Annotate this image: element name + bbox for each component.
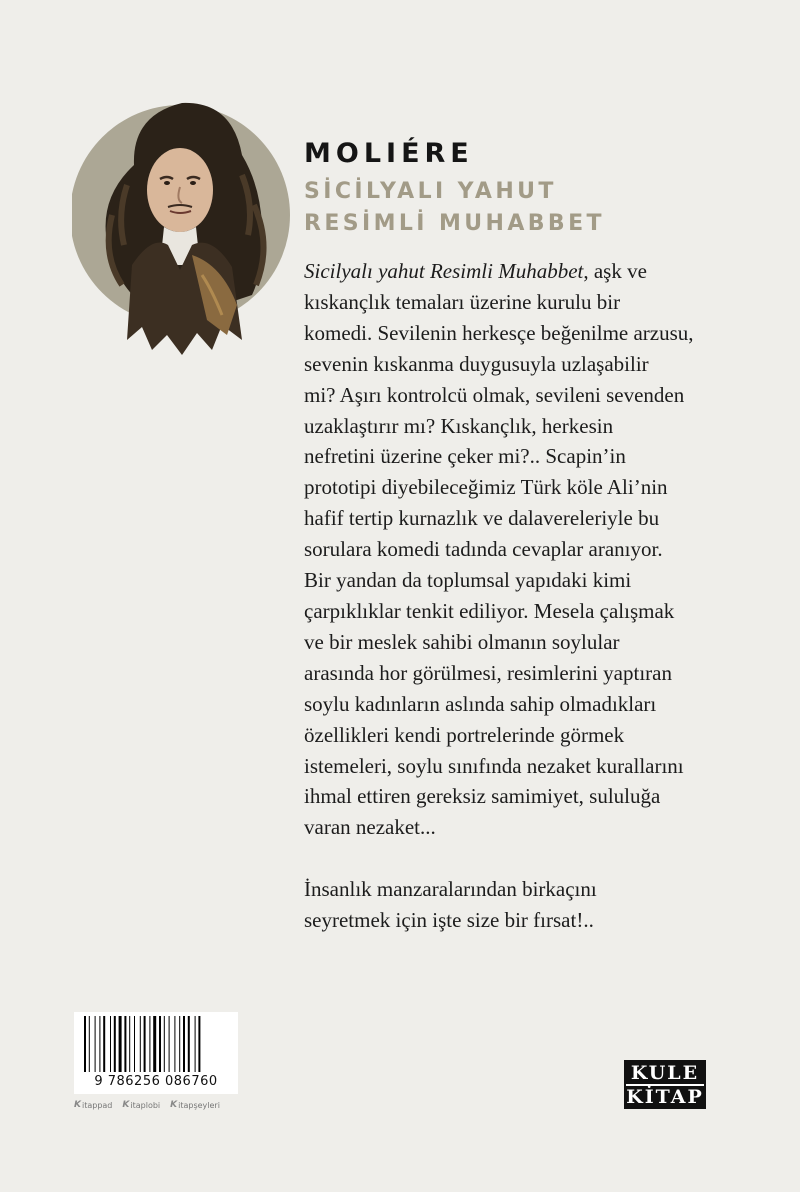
author-name: MOLIÉRE bbox=[304, 138, 474, 169]
blurb-line: varan nezaket... bbox=[304, 815, 436, 840]
isbn-number: 9 786256 086760 bbox=[94, 1074, 218, 1089]
blurb-line: ve bir meslek sahibi olmanın soylular bbox=[304, 629, 620, 654]
blurb-line: sevenin kıskanma duygusuyla uzlaşabilir bbox=[304, 351, 649, 376]
barcode-bars bbox=[74, 1012, 238, 1074]
book-title-line-2: RESİMLİ MUHABBET bbox=[304, 211, 605, 236]
isbn-barcode bbox=[74, 1012, 238, 1094]
store-logo-name: itappad bbox=[81, 1100, 113, 1110]
blurb-line: özellikleri kendi portrelerinde görmek bbox=[304, 722, 625, 747]
store-logo-kitaplobi bbox=[122, 1097, 160, 1113]
blurb-book-title-italic: Sicilyalı yahut Resimli Muhabbet bbox=[304, 259, 584, 283]
blurb-line: uzaklaştırır mı? Kıskançlık, herkesin bbox=[304, 413, 614, 438]
blurb-line: prototipi diyebileceğimiz Türk köle Ali’nin bbox=[304, 475, 668, 500]
blurb-line bbox=[304, 256, 774, 287]
blurb-line: çarpıklıklar tenkit ediliyor. Mesela çalışmak bbox=[304, 598, 675, 623]
paragraph-gap bbox=[304, 843, 774, 874]
store-logo-name: itapşeyleri bbox=[178, 1100, 220, 1110]
publisher-logo bbox=[624, 1060, 706, 1109]
blurb-line: kıskançlık temaları üzerine kurulu bir bbox=[304, 289, 621, 314]
blurb-closing-line: İnsanlık manzaralarından birkaçını bbox=[304, 877, 597, 902]
blurb-line: arasında hor görülmesi, resimlerini yaptıran bbox=[304, 660, 672, 685]
blurb-line: sorulara komedi tadında cevaplar aranıyor. bbox=[304, 537, 663, 562]
blurb-line: mi? Aşırı kontrolcü olmak, sevileni sevenden bbox=[304, 382, 685, 407]
blurb-line: hafif tertip kurnazlık ve dalavereleriyle bu bbox=[304, 506, 660, 531]
blurb-line: Bir yandan da toplumsal yapıdaki kimi bbox=[304, 568, 632, 593]
blurb-line: ihmal ettiren gereksiz samimiyet, sululuğa bbox=[304, 784, 661, 809]
publisher-logo-line-2: KİTAP bbox=[626, 1086, 704, 1108]
blurb-line: nefretini üzerine çeker mi?.. Scapin’in bbox=[304, 444, 626, 469]
blurb-line: soylu kadınların aslında sahip olmadıkları bbox=[304, 691, 657, 716]
store-logo-k: K bbox=[170, 1100, 178, 1110]
publisher-logo-line-1: KULE bbox=[626, 1062, 704, 1086]
blurb-closing-line: seyretmek için işte size bir fırsat!.. bbox=[304, 908, 594, 933]
store-logo-name: itaplobi bbox=[130, 1100, 161, 1110]
store-logo-k: K bbox=[74, 1100, 81, 1110]
store-logo-kitapseyleri bbox=[170, 1097, 220, 1113]
author-portrait bbox=[72, 95, 292, 360]
back-cover-blurb bbox=[304, 256, 774, 936]
blurb-line: istemeleri, soylu sınıfında nezaket kurallarını bbox=[304, 753, 684, 778]
store-logo-k: K bbox=[122, 1100, 130, 1110]
blurb-line: komedi. Sevilenin herkesçe beğenilme arzusu, bbox=[304, 320, 694, 345]
blurb-line-rest: , aşk ve bbox=[583, 259, 647, 283]
store-logo-kitappad bbox=[74, 1097, 112, 1113]
store-logos bbox=[74, 1097, 244, 1113]
book-title-line-1: SİCİLYALI YAHUT bbox=[304, 179, 557, 204]
